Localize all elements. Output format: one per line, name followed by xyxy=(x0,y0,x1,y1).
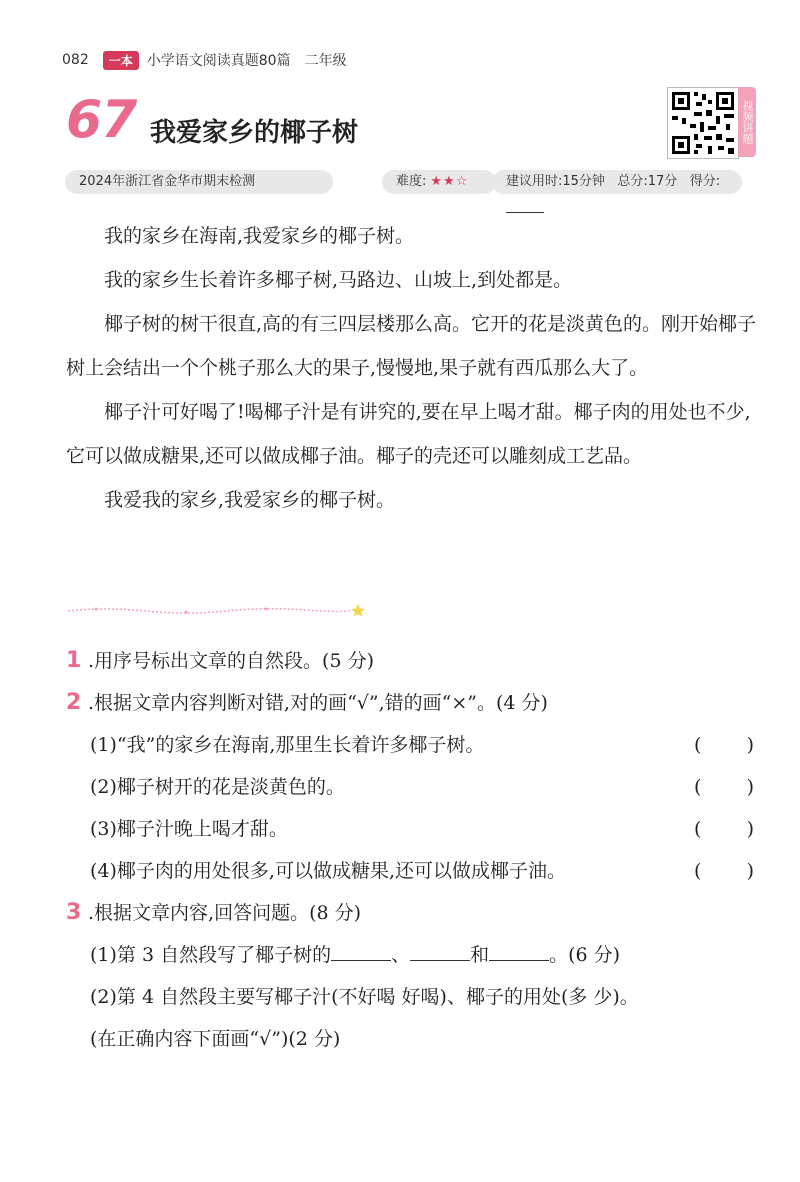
question-text: .用序号标出文章的自然段。(5 分) xyxy=(88,650,374,672)
paren-open: ( xyxy=(694,776,702,798)
series-title: 小学语文阅读真题80篇 xyxy=(146,53,291,69)
question-text: .根据文章内容,回答问题。(8 分) xyxy=(88,902,362,924)
suggested-time: 建议用时:15分钟 xyxy=(506,174,605,189)
fill-in-suffix: 。(6 分) xyxy=(549,944,621,966)
paren-open: ( xyxy=(694,734,702,756)
decorative-divider xyxy=(66,603,366,617)
score-blank[interactable] xyxy=(506,198,544,213)
paren-open: ( xyxy=(694,860,702,882)
answer-blank[interactable] xyxy=(489,940,549,961)
lesson-number: 67 xyxy=(66,90,137,150)
question-1 xyxy=(66,640,766,682)
choice-instruction xyxy=(66,1018,766,1060)
brand-badge: 一本 xyxy=(103,51,139,70)
video-explanation-label: 视频讲题 xyxy=(738,87,756,157)
question-number: 2 xyxy=(66,690,82,715)
paragraph: 我的家乡生长着许多椰子树,马路边、山坡上,到处都是。 xyxy=(104,269,573,291)
questions xyxy=(66,640,766,1060)
judgement-item xyxy=(66,808,766,850)
choice-item xyxy=(66,976,766,1018)
grade-label: 二年级 xyxy=(304,53,347,69)
paren-close: ) xyxy=(746,818,754,840)
passage xyxy=(66,214,766,522)
answer-parentheses[interactable] xyxy=(694,808,754,850)
judgement-text: (3)椰子汁晚上喝才甜。 xyxy=(90,818,288,840)
page-header xyxy=(62,48,347,72)
paragraph: 椰子树的树干很直,高的有三四层楼那么高。它开的花是淡黄色的。刚开始椰子树上会结出一个个桃子那么大的果子,慢慢地,果子就有西瓜那么大了。 xyxy=(66,313,757,379)
answer-parentheses[interactable] xyxy=(694,724,754,766)
question-3 xyxy=(66,892,766,934)
choice-instruction-text: (在正确内容下面画“√”)(2 分) xyxy=(90,1028,341,1050)
paragraph: 我爱我的家乡,我爱家乡的椰子树。 xyxy=(104,489,396,511)
paren-close: ) xyxy=(746,734,754,756)
judgement-text: (1)“我”的家乡在海南,那里生长着许多椰子树。 xyxy=(90,734,485,756)
answer-blank[interactable] xyxy=(331,940,391,961)
fill-in-separator: 和 xyxy=(470,944,490,966)
star-icon xyxy=(351,604,365,617)
difficulty-label: 难度: xyxy=(396,174,427,189)
fill-in-prefix: (1)第 3 自然段写了椰子树的 xyxy=(90,944,332,966)
paren-open: ( xyxy=(694,818,702,840)
score-label: 得分: xyxy=(689,174,721,189)
paragraph: 椰子汁可好喝了!喝椰子汁是有讲究的,要在早上喝才甜。椰子肉的用处也不少,它可以做成糖果,还可以做成椰子油。椰子的壳还可以雕刻成工艺品。 xyxy=(66,401,751,467)
choice-text: (2)第 4 自然段主要写椰子汁(不好喝 好喝)、椰子的用处(多 少)。 xyxy=(90,986,639,1008)
judgement-item xyxy=(66,850,766,892)
question-number: 3 xyxy=(66,900,82,925)
answer-parentheses[interactable] xyxy=(694,766,754,808)
paren-close: ) xyxy=(746,776,754,798)
question-text: .根据文章内容判断对错,对的画“√”,错的画“×”。(4 分) xyxy=(88,692,548,714)
judgement-text: (4)椰子肉的用处很多,可以做成糖果,还可以做成椰子油。 xyxy=(90,860,566,882)
answer-parentheses[interactable] xyxy=(694,850,754,892)
answer-blank[interactable] xyxy=(410,940,470,961)
difficulty-pill xyxy=(382,170,496,194)
time-score-pill xyxy=(492,170,742,194)
question-2 xyxy=(66,682,766,724)
lesson-title: 我爱家乡的椰子树 xyxy=(150,118,359,148)
difficulty-stars-icon: ★★☆ xyxy=(430,174,469,189)
source-pill: 2024年浙江省金华市期末检测 xyxy=(65,170,333,194)
paren-close: ) xyxy=(746,860,754,882)
judgement-item xyxy=(66,724,766,766)
info-bar xyxy=(60,170,755,194)
qr-code-icon[interactable] xyxy=(667,87,739,159)
total-score: 总分:17分 xyxy=(617,174,678,189)
question-number: 1 xyxy=(66,648,82,673)
paragraph: 我的家乡在海南,我爱家乡的椰子树。 xyxy=(104,225,415,247)
judgement-text: (2)椰子树开的花是淡黄色的。 xyxy=(90,776,345,798)
fill-in-separator: 、 xyxy=(391,944,411,966)
page-number: 082 xyxy=(62,52,89,68)
fill-in-item xyxy=(66,934,766,976)
judgement-item xyxy=(66,766,766,808)
